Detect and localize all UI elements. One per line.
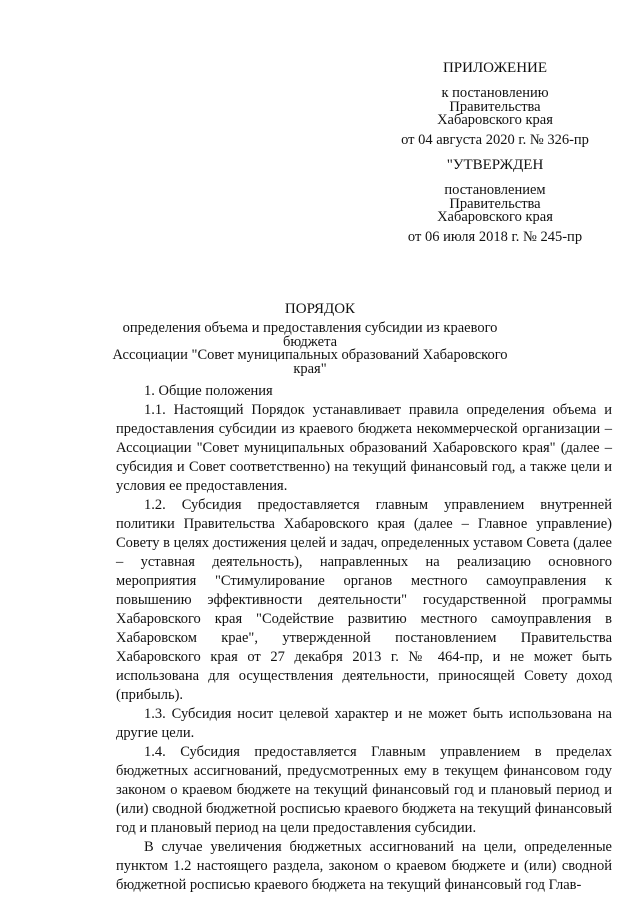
document-title: ПОРЯДОК [284,301,356,317]
approved-line: Правительства [449,195,541,212]
subtitle-line: Ассоциации "Совет муниципальных образований Хабаровского края" [112,347,508,377]
paragraph: В случае увеличения бюджетных ассигнований на цели, определенные пунктом 1.2 настоящего раздела, законом о краевом бюджете и (или) сводной бюджетной росписью краевого бюджета на текущий финансовый год Глав- [116,839,612,893]
paragraph: 1.4. Субсидия предоставляется Главным управлением в пределах бюджетных ассигнований, предусмотренных ему в текущем финансовом году законом о краевом бюджете на текущий финансовый год и плановый период и (или) сводной бюджетной росписью краевого бюджета на текущий финансовый год и плановый период на цели предоставления субсидии. [116,744,612,836]
appendix-line: к постановлению [441,85,549,101]
approved-line: постановлением [444,182,546,198]
paragraph: 1.1. Настоящий Порядок устанавливает правила определения объема и предоставления субсидии из краевого бюджета некоммерческой организации – Ассоциации "Совет муниципальных образований Хабаровского края" (далее – субсидия и Совет соответственно) на текущий финансовый год, а также цели и условия ее предоставления. [116,402,612,494]
appendix-heading: ПРИЛОЖЕНИЕ [442,60,548,76]
subtitle-line: определения объема и предоставления субсидии из краевого бюджета [122,320,498,350]
paragraph: 1.3. Субсидия носит целевой характер и не может быть использована на другие цели. [116,706,612,741]
appendix-line: Хабаровского края [437,112,553,128]
document-subtitle [100,322,520,376]
appendix-block [380,60,610,147]
appendix-line: Правительства [449,98,541,115]
approved-block [380,157,610,244]
approved-date: от 06 июля 2018 г. № 245-пр [407,228,583,245]
section-heading: 1. Общие положения [144,383,273,399]
approved-heading: "УТВЕРЖДЕН [446,157,544,173]
approved-line: Хабаровского края [437,209,553,225]
paragraph: 1.2. Субсидия предоставляется главным управлением внутренней политики Правительства Хабаровского края (далее – Главное управление) Совету в целях достижения целей и задач, определенных уставом Совета (далее – уставная деятельность), направленных на реализацию основного мероприятия "Стимулирование органов местного самоуправления к повышению эффективности деятельности" государственной программы Хабаровского края "Содействие развитию местного самоуправления в Хабаровском крае", утвержденной постановлением Правительства Хабаровского края от 27 декабря 2013 г. № 464-пр, и не может быть использована для осуществления деятельности, приносящей Совету доход (прибыль). [116,497,612,703]
appendix-date: от 04 августа 2020 г. № 326-пр [401,131,589,148]
document-body [116,382,612,895]
